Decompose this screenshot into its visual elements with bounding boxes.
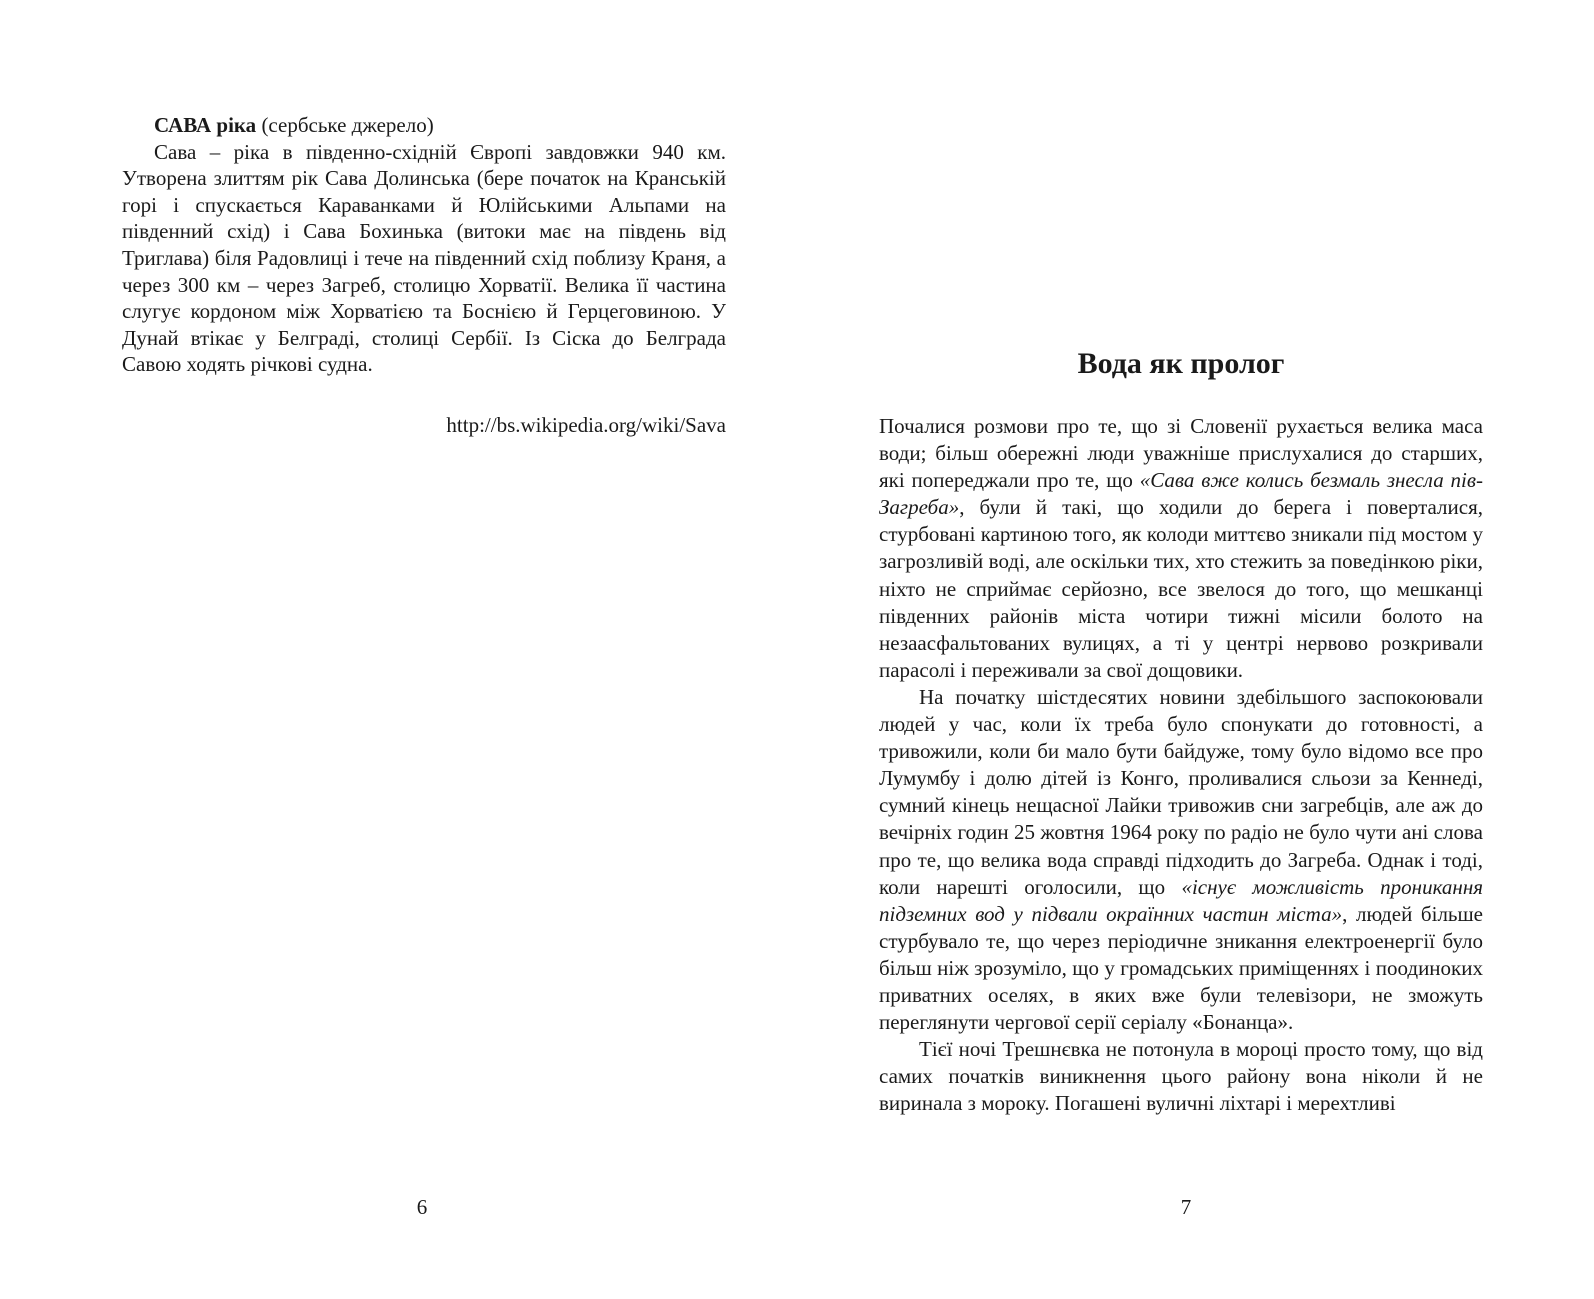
paragraph-1-text-b: , були й такі, що ходили до берега і поверталися, стурбовані картиною того, як колоди миттєво зникали під мостом у загрозливій воді, але оскільки тих, хто стежить за поведінкою ріки, ніхто не сприймає серйозно, все звелося до того, що мешканці південних районів міста чотири тижні місили болото на незаасфальтованих вулицях, а ті у центрі нервово розкривали парасолі і переживали за свої дощовики. — [879, 495, 1483, 682]
source-link[interactable]: http://bs.wikipedia.org/wiki/Sava — [446, 413, 726, 437]
paragraph-2-quote: «існує можливість проникання підземних вод у підвали окраїнних частин міста» — [879, 874, 1484, 926]
paragraph-1 — [879, 413, 1483, 684]
entry-title — [122, 112, 726, 139]
chapter-body — [879, 413, 1483, 1117]
paragraph-1-quote: «Сава вже колись безмаль знесла пів-Загреба» — [879, 468, 1483, 520]
page-number-left: 6 — [416, 1195, 428, 1219]
paragraph-1-text-a: Почалися розмови про те, що зі Словенії рухається велика маса води; більш обережні люди уважніше прислухалися до старших, які попереджали про те, що — [879, 414, 1483, 493]
entry-title-bold: САВА ріка — [154, 113, 257, 137]
chapter-title: Вода як пролог — [1077, 347, 1285, 380]
entry-paragraph: Сава – ріка в південно-східній Європі завдовжки 940 км. Утворена злиттям рік Сава Долинська (бере початок на Кранській горі і спускається Караванками й Юлійськими Альпами на південний схід) і Сава Бохинька (витоки має на південь від Триглава) біля Радовлиці і тече на південний схід поблизу Краня, а через 300 км – через Загреб, столицю Хорватії. Велика її частина слугує кордоном між Хорватією та Боснією й Герцеговиною. У Дунай втікає у Белграді, столиці Сербії. Із Сіска до Белграда Савою ходять річкові судна. — [122, 139, 726, 377]
paragraph-2 — [879, 684, 1483, 1036]
page-number-right: 7 — [1180, 1195, 1192, 1219]
paragraph-3: Тієї ночі Трешнєвка не потонула в мороці просто тому, що від самих початків виникнення цього району вона ніколи й не виринала з мороку. Погашені вуличні ліхтарі і мерехтливі — [879, 1037, 1483, 1116]
entry-title-note: (сербське джерело) — [256, 113, 434, 137]
right-page — [797, 0, 1594, 1299]
paragraph-2-text-a: На початку шістдесятих новини здебільшого заспокоювали людей у час, коли їх треба було спонукати до готовності, а тривожили, коли би мало бути байдуже, тому було відомо все про Лумумбу і долю дітей із Конго, проливалися сльози за Кеннеді, сумний кінець нещасної Лайки тривожив сни загребців, але аж до вечірніх годин 25 жовтня 1964 року по радіо не було чути ані слова про те, що велика вода справді підходить до Загреба. Однак і тоді, коли нарешті оголосили, що — [879, 684, 1483, 899]
encyclopedia-entry — [122, 112, 726, 378]
paragraph-2-text-b: , людей більше стурбувало те, що через періодичне зникання електроенергії було більш ніж зрозуміло, що у громадських приміщеннях і поодиноких приватних оселях, в яких вже були телевізори, не зможуть переглянути чергової серії серіалу «Бонанца». — [879, 901, 1483, 1035]
